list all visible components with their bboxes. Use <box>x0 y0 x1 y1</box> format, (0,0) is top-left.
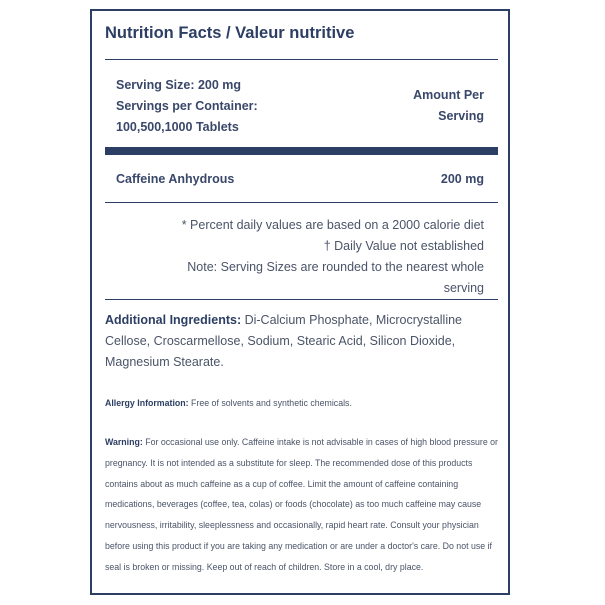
allergy-label: Allergy Information: <box>105 398 189 408</box>
title-divider <box>105 59 498 60</box>
amount-header-line1: Amount Per <box>413 88 484 102</box>
footnote-rounding: Note: Serving Sizes are rounded to the nearest whole <box>187 260 484 274</box>
nutrient-amount: 200 mg <box>440 172 484 186</box>
panel-title: Nutrition Facts / Valeur nutritive <box>105 24 355 42</box>
servings-per-container-value: 100,500,1000 Tablets <box>116 120 239 134</box>
warning-text: For occasional use only. Caffeine intake is not advisable in cases of high blood pressure or pregnancy. It is not intended as a substitute for sleep. The recommended dose of this products contains about as much caffeine as a cup of coffee. Limit the amount of caffeine containing medications, beverages (coffee, tea, colas) or foods (chocolate) as too much caffeine may cause nervousness, irritability, sleeplessness and occasionally, rapid heart rate. Consult your physician before using this product if you are taking any medication or are under a doctor's care. Do not use if seal is broken or missing. Keep out of reach of children. Store in a cool, dry place. <box>105 437 498 572</box>
additional-ingredients <box>105 310 500 373</box>
ingredients-text: Di-Calcium Phosphate, Microcrystalline Cellose, Croscarmellose, Sodium, Stearic Acid, Silicon Dioxide, Magnesium Stearate. <box>105 313 463 369</box>
allergy-information <box>105 396 500 410</box>
allergy-text: Free of solvents and synthetic chemicals. <box>188 398 352 408</box>
ingredients-label: Additional Ingredients: <box>105 313 242 327</box>
nutrient-name: Caffeine Anhydrous <box>116 172 235 186</box>
footnotes <box>124 215 484 299</box>
serving-info <box>116 75 258 138</box>
notes-divider <box>105 299 498 300</box>
footnote-rounding-cont: serving <box>443 281 484 295</box>
footnote-daily-values: * Percent daily values are based on a 2000 calorie diet <box>181 218 484 232</box>
serving-size: Serving Size: 200 mg <box>116 78 242 92</box>
amount-header-line2: Serving <box>438 109 484 123</box>
nutrient-divider <box>105 202 498 203</box>
servings-per-container-label: Servings per Container: <box>116 99 258 113</box>
warning-label: Warning: <box>105 437 143 447</box>
nutrition-facts-panel <box>90 9 510 595</box>
warning-section <box>105 432 503 578</box>
footnote-dv-not-established: † Daily Value not established <box>323 239 484 253</box>
amount-per-serving-header <box>413 85 484 127</box>
thick-divider <box>105 147 498 155</box>
